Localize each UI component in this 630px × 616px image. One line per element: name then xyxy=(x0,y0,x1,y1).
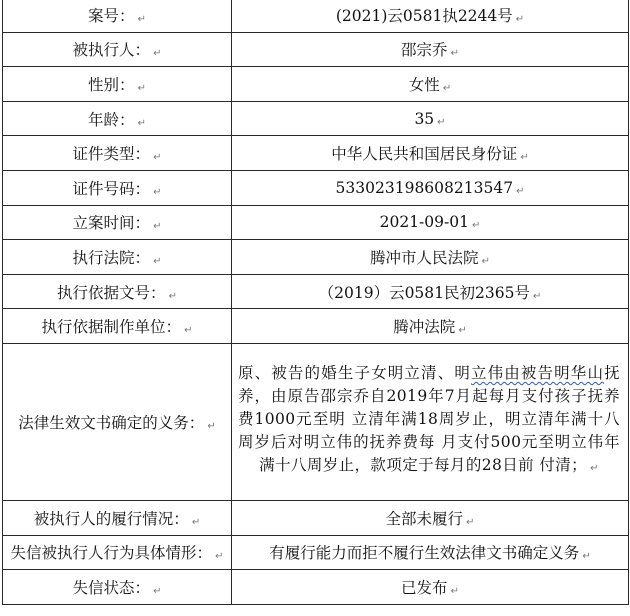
paragraph-mark-icon: ↵ xyxy=(153,221,162,233)
paragraph-mark-icon: ↵ xyxy=(137,117,146,129)
paragraph-mark-icon: ↵ xyxy=(184,325,193,337)
row-case-number xyxy=(3,0,629,32)
label-cell xyxy=(3,101,232,136)
obligation-label: 法律生效文书确定的义务： xyxy=(18,413,205,432)
dishonest-behavior-label: 失信被执行人行为具体情形： xyxy=(10,544,213,563)
row-gender xyxy=(3,67,629,102)
paragraph-mark-icon: ↵ xyxy=(442,82,452,94)
label-cell xyxy=(3,535,232,570)
paragraph-mark-icon: ↵ xyxy=(153,255,162,267)
row-obligation xyxy=(3,343,629,500)
label-cell xyxy=(3,0,232,32)
paragraph-mark-icon: ↵ xyxy=(153,186,162,198)
basis-issuer-label: 执行依据制作单位： xyxy=(41,318,182,337)
paragraph-mark-icon: ↵ xyxy=(153,152,162,164)
filing-date-label: 立案时间： xyxy=(72,214,151,233)
row-court xyxy=(3,240,629,275)
paragraph-mark-icon: ↵ xyxy=(520,152,529,164)
paragraph-mark-icon: ↵ xyxy=(532,290,542,302)
basis-number-value: （2019）云0581民初2365号 xyxy=(318,283,530,302)
paragraph-mark-icon: ↵ xyxy=(582,551,591,563)
court-value: 腾冲市人民法院 xyxy=(370,248,479,267)
paragraph-mark-icon: ↵ xyxy=(450,48,459,60)
age-value: 35 xyxy=(414,109,435,128)
case-number-value: (2021)云0581执2244号 xyxy=(335,6,513,25)
filing-date-value: 2021-09-01 xyxy=(379,213,469,232)
paragraph-mark-icon: ↵ xyxy=(515,13,525,25)
value-cell xyxy=(232,535,629,570)
value-cell xyxy=(232,570,629,605)
paragraph-mark-icon: ↵ xyxy=(153,585,162,597)
obligation-text xyxy=(232,343,629,500)
row-executee xyxy=(3,32,629,67)
id-number-label: 证件号码： xyxy=(72,179,151,198)
executee-label: 被执行人： xyxy=(72,41,151,60)
value-cell xyxy=(232,205,629,240)
value-cell xyxy=(232,136,629,171)
row-id-number xyxy=(3,170,629,205)
value-cell xyxy=(232,101,629,136)
paragraph-mark-icon: ↵ xyxy=(481,255,490,267)
paragraph-mark-icon: ↵ xyxy=(153,48,162,60)
label-cell xyxy=(3,343,232,500)
id-type-label: 证件类型： xyxy=(72,145,151,164)
paragraph-mark-icon: ↵ xyxy=(215,551,224,563)
id-number-value: 533023198608213547 xyxy=(335,178,514,197)
obligation-text-part: 原、被告的婚生子女明立清、明 xyxy=(238,363,471,382)
gender-label: 性别： xyxy=(88,75,135,94)
age-label: 年龄： xyxy=(88,110,135,129)
paragraph-mark-icon: ↵ xyxy=(437,116,446,128)
label-cell xyxy=(3,205,232,240)
paragraph-mark-icon: ↵ xyxy=(137,82,146,94)
paragraph-mark-icon: ↵ xyxy=(207,420,216,432)
value-cell xyxy=(232,500,629,535)
paragraph-mark-icon: ↵ xyxy=(137,13,146,25)
value-cell xyxy=(232,274,629,309)
label-cell xyxy=(3,309,232,344)
row-filing-date xyxy=(3,205,629,240)
label-cell xyxy=(3,240,232,275)
paragraph-mark-icon: ↵ xyxy=(590,462,599,474)
paragraph-mark-icon: ↵ xyxy=(450,585,459,597)
value-cell xyxy=(232,170,629,205)
court-label: 执行法院： xyxy=(72,248,151,267)
row-id-type xyxy=(3,136,629,171)
value-cell xyxy=(232,0,629,32)
paragraph-mark-icon: ↵ xyxy=(466,516,475,528)
paragraph-mark-icon: ↵ xyxy=(516,185,525,197)
label-cell xyxy=(3,500,232,535)
label-cell xyxy=(3,136,232,171)
performance-value: 全部未履行 xyxy=(385,509,464,528)
status-label: 失信状态： xyxy=(72,578,151,597)
gender-value: 女性 xyxy=(408,75,440,94)
label-cell xyxy=(3,67,232,102)
row-basis-issuer xyxy=(3,309,629,344)
row-age xyxy=(3,101,629,136)
label-cell xyxy=(3,170,232,205)
executee-value: 邵宗乔 xyxy=(401,41,448,60)
value-cell xyxy=(232,309,629,344)
value-cell xyxy=(232,32,629,67)
row-basis-number xyxy=(3,274,629,309)
id-type-value: 中华人民共和国居民身份证 xyxy=(331,145,518,164)
paragraph-mark-icon: ↵ xyxy=(458,325,467,337)
row-dishonest-behavior xyxy=(3,535,629,570)
status-value: 已发布 xyxy=(401,578,448,597)
obligation-text-underlined: 立伟由被告明华山 xyxy=(470,363,605,382)
value-cell xyxy=(232,240,629,275)
label-cell xyxy=(3,570,232,605)
row-status xyxy=(3,570,629,605)
performance-label: 被执行人的履行情况： xyxy=(33,509,189,528)
info-table xyxy=(2,0,629,605)
paragraph-mark-icon: ↵ xyxy=(471,220,481,232)
dishonest-behavior-value: 有履行能力而拒不履行生效法律文书确定义务 xyxy=(269,544,580,563)
case-number-label: 案号： xyxy=(88,6,135,25)
label-cell xyxy=(3,32,232,67)
basis-number-label: 执行依据文号： xyxy=(57,283,166,302)
obligation-text-part: 抚养，由原告邵宗乔自2019年7月起每月支付孩子抚养费1000元至明 立清年满18周岁止，明立清年满十八周岁后对明立伟的抚养费每 月支付500元至明立伟年满十八周岁止，款项定于每月的28日前 付清； xyxy=(238,363,620,474)
row-performance xyxy=(3,500,629,535)
label-cell xyxy=(3,274,232,309)
paragraph-mark-icon: ↵ xyxy=(168,290,177,302)
paragraph-mark-icon: ↵ xyxy=(191,516,201,528)
basis-issuer-value: 腾冲法院 xyxy=(393,318,456,337)
value-cell xyxy=(232,67,629,102)
